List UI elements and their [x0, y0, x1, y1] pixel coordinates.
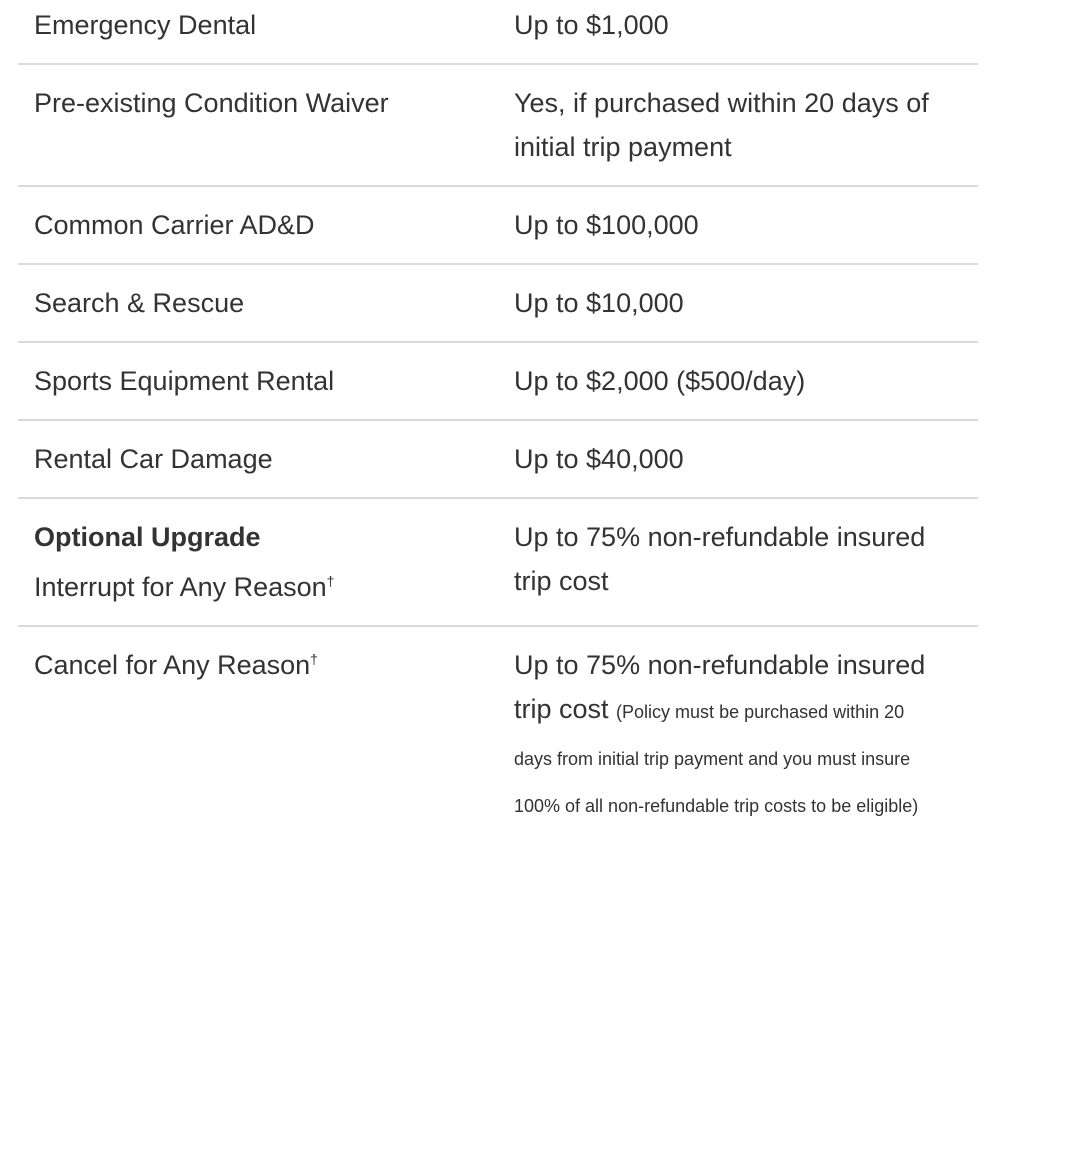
- table-row-search-rescue: [18, 264, 978, 342]
- table-row-sports-equipment-rental: [18, 342, 978, 420]
- dagger-footnote-marker: †: [326, 573, 335, 589]
- benefits-table: [18, 0, 978, 844]
- table-row-cancel-for-any-reason: [18, 626, 978, 844]
- benefit-name: Emergency Dental: [34, 10, 257, 40]
- benefit-coverage: Up to $2,000 ($500/day): [514, 366, 806, 396]
- benefit-coverage: Yes, if purchased within 20 days of initial trip payment: [514, 88, 929, 162]
- benefit-category-heading: Optional Upgrade: [34, 522, 261, 552]
- table-row-common-carrier-add: [18, 186, 978, 264]
- dagger-footnote-marker: †: [310, 651, 318, 667]
- table-row-interrupt-for-any-reason: [18, 498, 978, 626]
- benefit-coverage: Up to 75% non-refundable insured trip cost: [514, 522, 926, 596]
- benefit-name: Common Carrier AD&D: [34, 210, 315, 240]
- benefit-coverage: Up to $40,000: [514, 444, 684, 474]
- benefit-name: Interrupt for Any Reason†: [34, 572, 335, 602]
- benefit-coverage: Up to 75% non-refundable insured trip cost: [514, 650, 926, 724]
- benefit-coverage: Up to $1,000: [514, 10, 669, 40]
- benefit-name: Rental Car Damage: [34, 444, 273, 474]
- benefit-coverage: Up to $100,000: [514, 210, 699, 240]
- benefit-name: Pre-existing Condition Waiver: [34, 88, 389, 118]
- benefit-name: Cancel for Any Reason†: [34, 650, 318, 680]
- benefit-coverage: Up to $10,000: [514, 288, 684, 318]
- benefit-name: Sports Equipment Rental: [34, 366, 335, 396]
- table-row-rental-car-damage: [18, 420, 978, 498]
- table-row-preexisting-condition-waiver: [18, 64, 978, 186]
- coverage-eligibility-note: (Policy must be purchased within 20 days from initial trip payment and you must insure 100% of all non-refundable trip costs to be eligible): [514, 702, 919, 816]
- table-row-emergency-dental: [18, 0, 978, 64]
- benefit-name: Search & Rescue: [34, 288, 245, 318]
